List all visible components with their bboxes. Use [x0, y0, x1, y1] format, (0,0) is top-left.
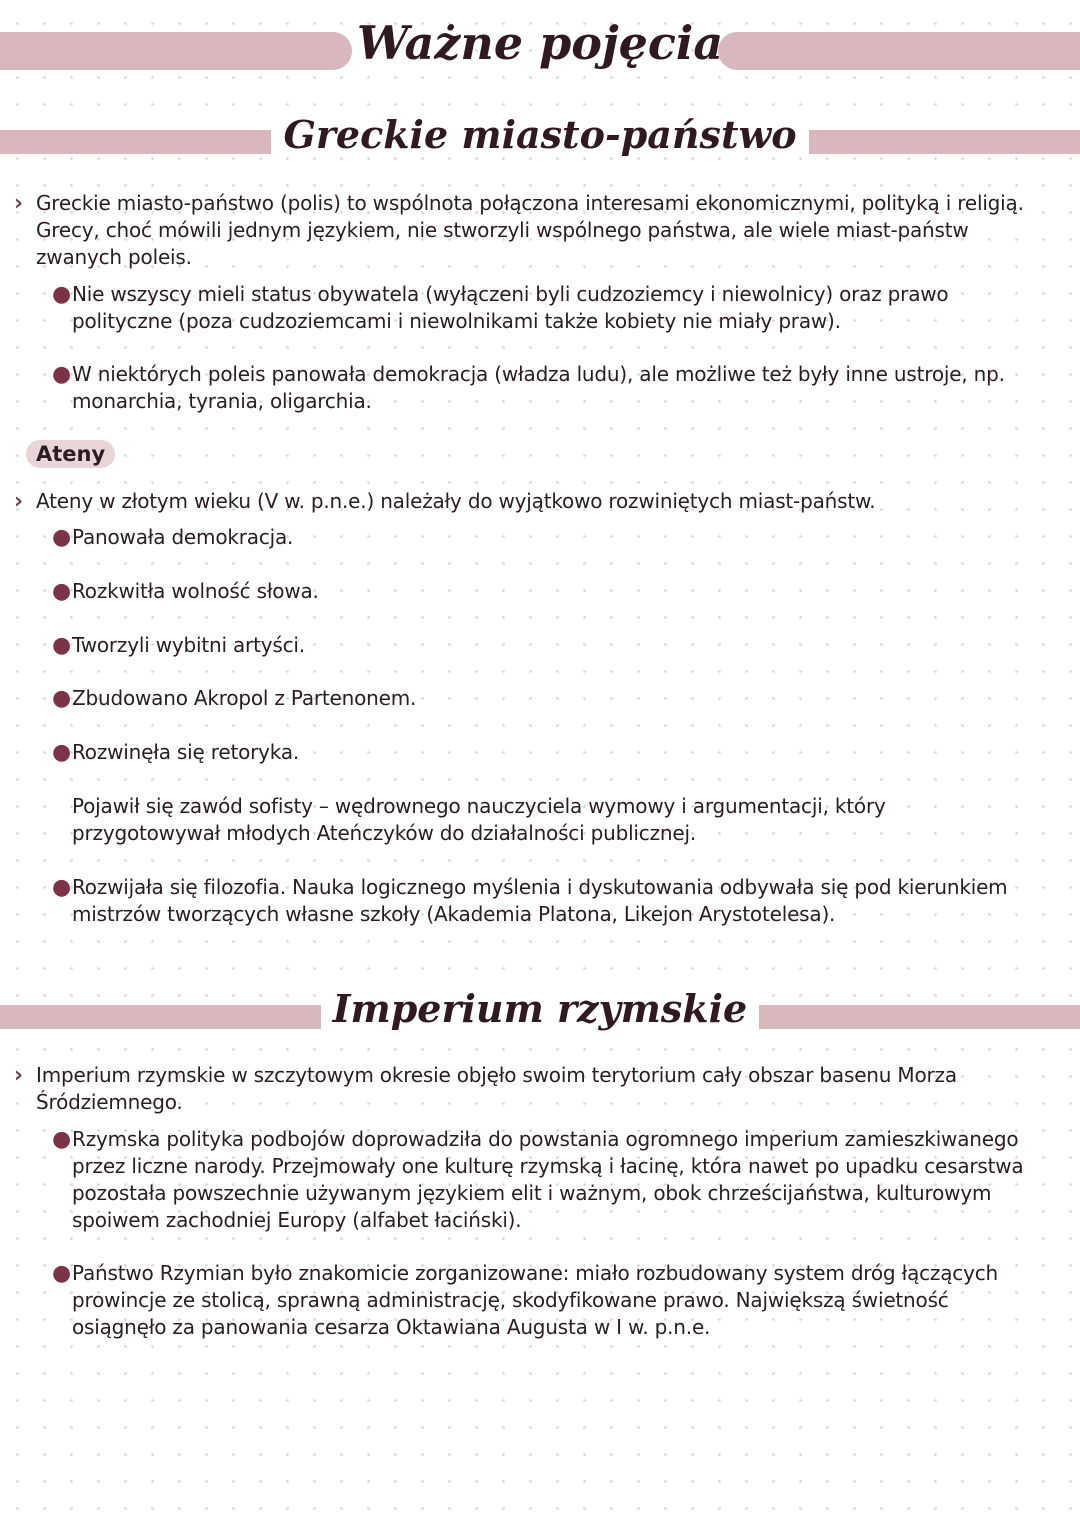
bullet-icon: ● [52, 1261, 71, 1286]
bullet-icon: ● [52, 633, 71, 658]
list-item [52, 1126, 1042, 1234]
list-item [52, 524, 1042, 551]
list-item-text: Zbudowano Akropol z Partenonem. [72, 686, 417, 710]
list-item [52, 1260, 1042, 1341]
list-item-text: Panowała demokracja. [72, 525, 294, 549]
list-item-text: Rozwinęła się retoryka. [72, 740, 300, 764]
sophist-note: Pojawił się zawód sofisty – wędrownego nauczyciela wymowy i argumentacji, który przygotowywał młodych Ateńczyków do działalności publicznej. [72, 794, 886, 845]
polis-heading [0, 112, 1080, 157]
bullet-icon: ● [52, 686, 71, 711]
list-item [52, 281, 1042, 335]
list-item [52, 578, 1042, 605]
list-item-text: Rozkwitła wolność słowa. [72, 579, 319, 603]
polis-intro [14, 190, 1024, 271]
rome-intro-text: Imperium rzymskie w szczytowym okresie objęło swoim terytorium cały obszar basenu Morza Śródziemnego. [36, 1063, 957, 1114]
chevron-right-icon: › [14, 1063, 23, 1088]
athens-tag: Ateny [26, 440, 115, 468]
chevron-right-icon: › [14, 489, 23, 514]
polis-heading-text: Greckie miasto-państwo [271, 112, 808, 157]
list-item [52, 685, 1042, 712]
bullet-icon: ● [52, 282, 71, 307]
bullet-icon: ● [52, 1127, 71, 1152]
list-item [52, 874, 1042, 928]
page-title: Ważne pojęcia [356, 16, 724, 70]
list-item-text: Rzymska polityka podbojów doprowadziła do powstania ogromnego imperium zamieszkiwanego przez liczne narody. Przejmowały one kulturę rzymską i łacinę, która nawet po upadku cesarstwa pozostała powszechnie używanym językiem elit i ważnym, obok chrześcijaństwa, kulturowym spoiwem zachodniej Europy (alfabet łaciński). [72, 1127, 1024, 1232]
list-item [52, 361, 1042, 415]
list-item-text: Nie wszyscy mieli status obywatela (wyłączeni byli cudzoziemcy i niewolnicy) oraz prawo polityczne (poza cudzoziemcami i niewolnikami także kobiety nie miały praw). [72, 282, 949, 333]
list-item-text: Państwo Rzymian było znakomicie zorganizowane: miało rozbudowany system dróg łączących prowincje ze stolicą, sprawną administrację, skodyfikowane prawo. Największą świetność osiągnęło za panowania cesarza Oktawiana Augusta w I w. p.n.e. [72, 1261, 998, 1339]
bullet-icon: ● [52, 579, 71, 604]
rome-heading [0, 986, 1080, 1031]
bullet-icon: ● [52, 740, 71, 765]
rome-heading-text: Imperium rzymskie [321, 986, 759, 1031]
list-item-text: Tworzyli wybitni artyści. [72, 633, 305, 657]
list-item-text: W niektórych poleis panowała demokracja (władza ludu), ale możliwe też były inne ustroje, np. monarchia, tyrania, oligarchia. [72, 362, 1005, 413]
list-item [52, 632, 1042, 659]
athens-intro [14, 488, 1024, 515]
chevron-right-icon: › [14, 191, 23, 216]
bullet-icon: ● [52, 525, 71, 550]
bullet-icon: ● [52, 362, 71, 387]
polis-intro-text: Greckie miasto-państwo (polis) to wspólnota połączona interesami ekonomicznymi, polityką i religią. Grecy, choć mówili jednym językiem, nie stworzyli wspólnego państwa, ale wiele miast-państw zwanych poleis. [36, 191, 1024, 269]
athens-intro-text: Ateny w złotym wieku (V w. p.n.e.) należały do wyjątkowo rozwiniętych miast-państw. [36, 489, 876, 513]
bullet-icon: ● [52, 875, 71, 900]
list-item [52, 739, 1042, 766]
list-item-text: Rozwijała się filozofia. Nauka logicznego myślenia i dyskutowania odbywała się pod kierunkiem mistrzów tworzących własne szkoły (Akademia Platona, Likejon Arystotelesa). [72, 875, 1008, 926]
rome-intro [14, 1062, 1024, 1116]
